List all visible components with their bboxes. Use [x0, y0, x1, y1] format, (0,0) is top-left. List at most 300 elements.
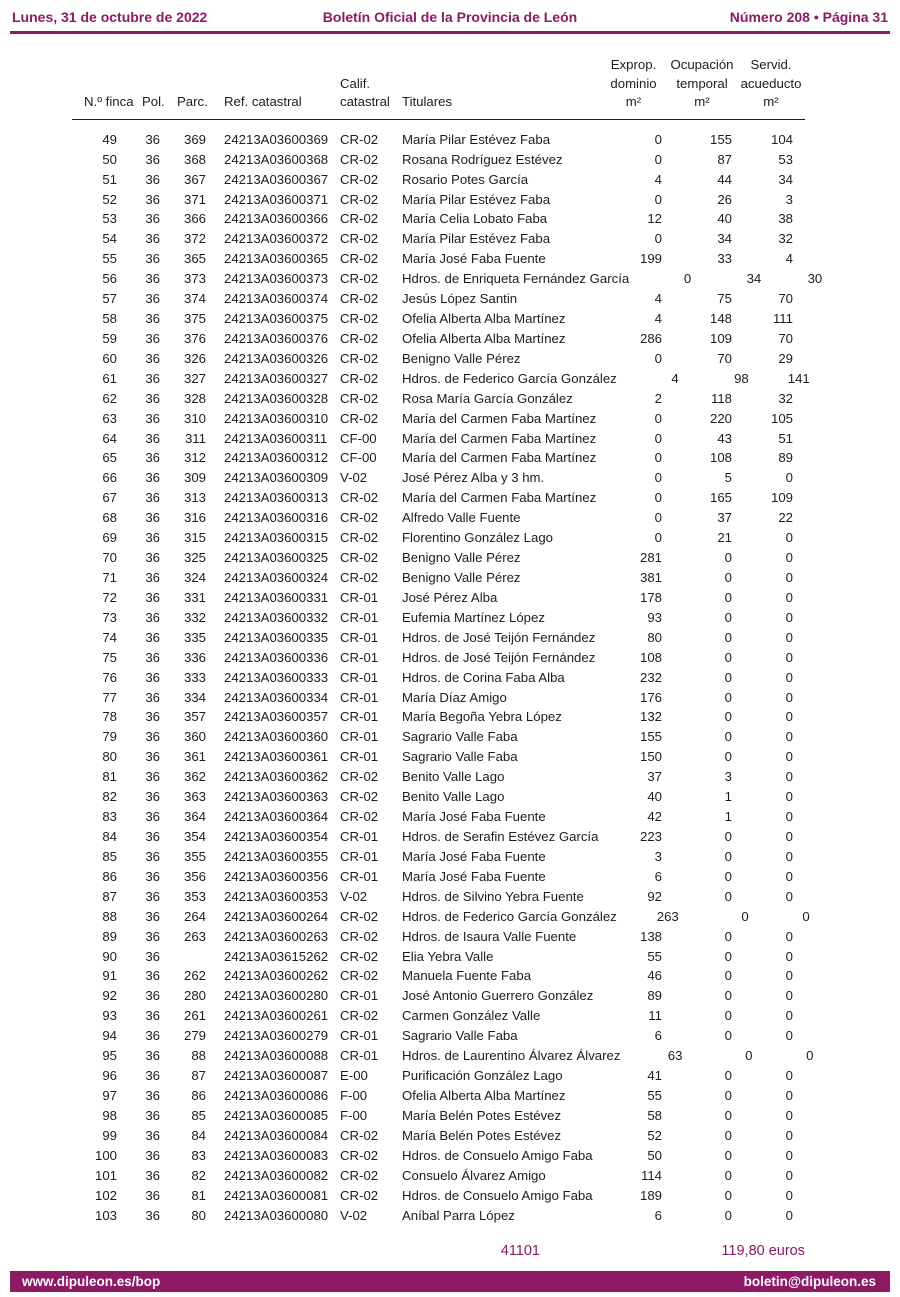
- cell-exprop: 0: [654, 410, 662, 426]
- cell-ref: 24213A03600262: [224, 968, 329, 984]
- cell-ocupacion: 43: [717, 430, 732, 446]
- cell-servid: 0: [785, 649, 793, 665]
- table-row: [72, 1066, 805, 1086]
- cell-finca: 81: [102, 769, 117, 785]
- cell-calif: CR-02: [340, 271, 379, 287]
- cell-ref: 24213A03600354: [224, 829, 329, 844]
- cell-ref: 24213A03600363: [224, 789, 329, 805]
- cell-finca: 99: [102, 1127, 117, 1143]
- cell-finca: 50: [102, 151, 117, 167]
- table-body: [72, 129, 823, 1225]
- cell-calif: CR-02: [340, 291, 379, 307]
- cell-calif: CR-02: [340, 789, 379, 805]
- cell-calif: CR-01: [340, 689, 379, 705]
- table-row: [72, 528, 805, 548]
- cell-exprop: 0: [654, 430, 662, 446]
- cell-ocupacion: 0: [724, 749, 732, 765]
- cell-pol: 36: [145, 829, 160, 844]
- cell-pol: 36: [145, 151, 160, 167]
- table-row: [72, 846, 805, 866]
- cell-servid: 89: [778, 450, 793, 466]
- cell-servid: 0: [785, 809, 793, 825]
- cell-ref: 24213A03600312: [224, 450, 329, 466]
- cell-parc: 374: [183, 291, 206, 307]
- cell-titulares: María del Carmen Faba Martínez: [402, 410, 597, 426]
- cell-finca: 62: [102, 390, 117, 406]
- table-row: [72, 1105, 805, 1125]
- cell-exprop: 0: [654, 350, 662, 366]
- cell-servid: 109: [770, 490, 793, 506]
- cell-calif: V-02: [340, 888, 368, 904]
- cell-finca: 75: [102, 649, 117, 665]
- table-row: [72, 787, 805, 807]
- total-expedient-number: 41101: [500, 1242, 540, 1259]
- cell-titulares: Ofelia Alberta Alba Martínez: [402, 1087, 566, 1103]
- cell-servid: 0: [785, 609, 793, 625]
- cell-ref: 24213A03600372: [224, 231, 329, 247]
- cell-servid: 0: [785, 769, 793, 785]
- cell-calif: CR-02: [340, 131, 379, 147]
- masthead-date: Lunes, 31 de octubre de 2022: [12, 9, 208, 25]
- cell-pol: 36: [145, 729, 160, 745]
- cell-calif: CR-02: [340, 948, 379, 964]
- cell-pol: 36: [145, 211, 160, 227]
- table-row: [72, 627, 805, 647]
- cell-ref: 24213A03600367: [224, 171, 329, 187]
- cell-ocupacion: 34: [746, 271, 762, 287]
- table-row: [72, 229, 805, 249]
- table-row: [72, 169, 805, 189]
- cell-servid: 4: [785, 251, 793, 267]
- cell-parc: 264: [183, 908, 206, 924]
- column-header-ocupacion: Ocupación temporal m²: [670, 57, 734, 110]
- totals-row: [72, 1242, 805, 1260]
- cell-exprop: 381: [639, 570, 662, 586]
- total-amount: 119,80 euros: [721, 1242, 805, 1259]
- cell-finca: 85: [102, 848, 117, 864]
- cell-parc: 336: [183, 649, 206, 665]
- column-header-pol: Pol.: [142, 94, 165, 110]
- cell-ocupacion: 0: [724, 550, 732, 566]
- cell-calif: CR-01: [340, 589, 379, 605]
- cell-ref: 24213A03600357: [224, 709, 329, 725]
- cell-finca: 53: [102, 211, 117, 227]
- cell-finca: 59: [102, 330, 117, 346]
- cell-pol: 36: [145, 1087, 160, 1103]
- cell-servid: 0: [785, 530, 793, 546]
- cell-parc: 367: [183, 171, 206, 187]
- cell-exprop: 46: [647, 968, 662, 984]
- cell-ocupacion: 0: [724, 689, 732, 705]
- cell-finca: 76: [102, 669, 117, 685]
- table-row: [72, 1125, 805, 1145]
- cell-pol: 36: [145, 530, 160, 546]
- cell-exprop: 232: [639, 669, 662, 685]
- cell-ref: 24213A03600334: [224, 689, 329, 705]
- cell-calif: CR-01: [340, 749, 379, 765]
- cell-parc: 360: [183, 729, 206, 745]
- cell-titulares: Elia Yebra Valle: [402, 948, 494, 964]
- cell-finca: 68: [102, 510, 117, 526]
- cell-servid: 0: [785, 988, 793, 1004]
- cell-titulares: Hdros. de Federico García González: [402, 370, 617, 386]
- cell-exprop: 89: [647, 988, 662, 1004]
- cell-ocupacion: 0: [724, 629, 732, 645]
- cell-pol: 36: [145, 271, 160, 287]
- cell-finca: 87: [102, 888, 117, 904]
- cell-exprop: 281: [639, 550, 662, 566]
- cell-calif: CR-02: [340, 490, 379, 506]
- cell-parc: 363: [183, 789, 206, 805]
- table-row: [72, 647, 805, 667]
- cell-ref: 24213A03600366: [224, 211, 329, 227]
- cell-pol: 36: [145, 809, 160, 825]
- cell-servid: 38: [778, 211, 793, 227]
- cell-finca: 86: [102, 868, 117, 884]
- cell-ocupacion: 0: [724, 669, 732, 685]
- cell-parc: 313: [183, 490, 206, 506]
- cell-titulares: Jesús López Santin: [402, 291, 518, 307]
- cell-titulares: María Pilar Estévez Faba: [402, 131, 551, 147]
- cell-servid: 53: [778, 151, 793, 167]
- cell-parc: 376: [183, 330, 206, 346]
- cell-titulares: Hdros. de Enriqueta Fernández García: [402, 271, 630, 287]
- cell-finca: 72: [102, 589, 117, 605]
- cell-servid: 0: [785, 729, 793, 745]
- cell-exprop: 55: [647, 1087, 662, 1103]
- expropriation-table: [72, 56, 823, 1225]
- cell-exprop: 114: [640, 1167, 662, 1183]
- table-row: [72, 129, 805, 149]
- cell-ref: 24213A03600368: [224, 151, 329, 167]
- column-header-titulares: Titulares: [402, 94, 453, 110]
- column-header-exprop: Exprop. dominio m²: [610, 57, 657, 110]
- cell-pol: 36: [145, 649, 160, 665]
- cell-titulares: Benigno Valle Pérez: [402, 570, 521, 586]
- cell-calif: CR-02: [340, 330, 379, 346]
- cell-finca: 55: [102, 251, 117, 267]
- cell-titulares: Hdros. de Consuelo Amigo Faba: [402, 1147, 593, 1163]
- table-row: [72, 508, 805, 528]
- cell-parc: 335: [183, 629, 206, 645]
- cell-titulares: María Belén Potes Estévez: [402, 1127, 562, 1143]
- cell-ref: 24213A03600083: [224, 1147, 329, 1163]
- cell-parc: 356: [183, 868, 206, 884]
- cell-titulares: Aníbal Parra López: [402, 1207, 515, 1223]
- column-header-parc: Parc.: [177, 94, 208, 110]
- cell-exprop: 199: [639, 251, 662, 267]
- cell-ref: 24213A03600087: [224, 1068, 329, 1084]
- cell-ocupacion: 0: [745, 1048, 753, 1064]
- cell-servid: 0: [785, 1207, 793, 1223]
- column-header-ref: Ref. catastral: [224, 94, 302, 110]
- cell-parc: 324: [183, 570, 206, 586]
- cell-titulares: María José Faba Fuente: [402, 251, 546, 267]
- cell-pol: 36: [145, 550, 160, 566]
- cell-finca: 94: [102, 1028, 117, 1044]
- cell-ref: 24213A03600328: [224, 390, 329, 406]
- cell-ref: 24213A03600333: [224, 669, 329, 685]
- cell-titulares: Sagrario Valle Faba: [402, 729, 518, 745]
- cell-calif: V-02: [340, 470, 368, 486]
- cell-ocupacion: 108: [709, 450, 732, 466]
- cell-calif: CF-00: [340, 450, 377, 466]
- cell-servid: 0: [785, 1087, 793, 1103]
- cell-pol: 36: [145, 609, 160, 625]
- cell-titulares: Rosario Potes García: [402, 171, 529, 187]
- cell-finca: 90: [102, 948, 117, 964]
- cell-ref: 24213A03600369: [224, 131, 329, 147]
- cell-calif: E-00: [340, 1068, 368, 1084]
- cell-ocupacion: 0: [724, 968, 732, 984]
- cell-ref: 24213A03600082: [224, 1167, 329, 1183]
- cell-pol: 36: [145, 669, 160, 685]
- cell-exprop: 0: [683, 271, 692, 287]
- cell-finca: 52: [102, 191, 117, 207]
- cell-finca: 65: [102, 450, 117, 466]
- cell-titulares: María del Carmen Faba Martínez: [402, 490, 597, 506]
- cell-ocupacion: 26: [717, 191, 732, 207]
- table-row: [72, 886, 805, 906]
- cell-servid: 111: [772, 311, 793, 327]
- cell-finca: 64: [102, 430, 117, 446]
- cell-calif: CR-01: [340, 649, 379, 665]
- cell-pol: 36: [145, 689, 160, 705]
- cell-exprop: 12: [647, 211, 662, 227]
- table-row: [72, 189, 805, 209]
- cell-ocupacion: 0: [724, 1187, 732, 1203]
- cell-ocupacion: 220: [709, 410, 732, 426]
- cell-exprop: 0: [654, 191, 662, 207]
- cell-finca: 56: [102, 271, 117, 287]
- cell-servid: 0: [785, 570, 793, 586]
- cell-finca: 49: [102, 131, 117, 147]
- cell-finca: 92: [102, 988, 117, 1004]
- cell-titulares: Hdros. de Laurentino Álvarez Álvarez: [402, 1048, 621, 1064]
- cell-ref: 24213A03600261: [224, 1008, 329, 1024]
- cell-finca: 102: [94, 1187, 117, 1203]
- table-row: [72, 448, 805, 468]
- cell-parc: 362: [183, 769, 206, 785]
- cell-calif: CR-02: [340, 410, 379, 426]
- cell-titulares: María Díaz Amigo: [402, 689, 507, 705]
- cell-finca: 79: [102, 729, 117, 745]
- cell-servid: 34: [778, 171, 793, 187]
- cell-titulares: José Pérez Alba: [402, 589, 498, 605]
- cell-parc: 310: [183, 410, 206, 426]
- cell-calif: CR-01: [340, 609, 379, 625]
- cell-calif: CR-01: [340, 1028, 379, 1044]
- cell-finca: 100: [94, 1147, 117, 1163]
- cell-calif: F-00: [340, 1107, 368, 1123]
- cell-ocupacion: 109: [709, 330, 732, 346]
- cell-ref: 24213A03600335: [224, 629, 329, 645]
- cell-parc: 86: [191, 1087, 206, 1103]
- cell-ref: 24213A03600373: [224, 271, 329, 287]
- cell-calif: CR-02: [340, 350, 379, 366]
- cell-titulares: María Belén Potes Estévez: [402, 1107, 562, 1123]
- cell-pol: 36: [145, 430, 160, 446]
- cell-ref: 24213A03600331: [224, 589, 329, 605]
- cell-titulares: Carmen González Valle: [402, 1008, 541, 1024]
- cell-exprop: 108: [639, 649, 662, 665]
- cell-calif: CR-02: [340, 311, 379, 327]
- cell-ref: 24213A03600084: [224, 1127, 329, 1143]
- cell-pol: 36: [145, 1048, 160, 1064]
- cell-ocupacion: 0: [724, 1147, 732, 1163]
- cell-titulares: María Pilar Estévez Faba: [402, 191, 551, 207]
- table-row: [72, 1165, 805, 1185]
- cell-parc: 369: [183, 131, 206, 147]
- cell-titulares: Benigno Valle Pérez: [402, 550, 521, 566]
- cell-ocupacion: 0: [724, 1167, 732, 1183]
- cell-finca: 66: [102, 470, 117, 486]
- cell-servid: 105: [770, 410, 793, 426]
- column-header-finca: N.º finca: [84, 94, 134, 110]
- cell-pol: 36: [145, 570, 160, 586]
- footer-email-link[interactable]: boletin@dipuleon.es: [743, 1274, 876, 1289]
- cell-pol: 36: [145, 370, 160, 386]
- cell-parc: 327: [183, 370, 206, 386]
- cell-parc: 279: [183, 1028, 206, 1044]
- cell-ref: 24213A03600364: [224, 809, 329, 825]
- cell-finca: 101: [94, 1167, 117, 1183]
- cell-pol: 36: [145, 131, 160, 147]
- cell-servid: 0: [785, 888, 793, 904]
- table-row: [72, 548, 805, 568]
- cell-servid: 0: [785, 629, 793, 645]
- cell-pol: 36: [145, 1028, 160, 1044]
- cell-pol: 36: [145, 928, 160, 944]
- cell-ref: 24213A03600088: [224, 1048, 329, 1064]
- cell-ref: 24213A03600080: [224, 1207, 329, 1223]
- cell-parc: 364: [183, 809, 206, 825]
- cell-ref: 24213A03600332: [224, 609, 329, 625]
- cell-pol: 36: [145, 749, 160, 765]
- cell-ocupacion: 3: [724, 769, 732, 785]
- cell-servid: 0: [785, 550, 793, 566]
- cell-exprop: 52: [647, 1127, 662, 1143]
- cell-exprop: 178: [639, 589, 662, 605]
- cell-titulares: Hdros. de José Teijón Fernández: [402, 629, 596, 645]
- cell-parc: 375: [183, 311, 206, 327]
- cell-servid: 0: [785, 789, 793, 805]
- cell-parc: 309: [183, 470, 206, 486]
- column-header-servid: Servid. acueducto m²: [740, 57, 802, 110]
- table-row: [72, 468, 805, 488]
- cell-finca: 54: [102, 231, 117, 247]
- table-row: [72, 946, 805, 966]
- cell-servid: 0: [785, 1028, 793, 1044]
- cell-pol: 36: [145, 1167, 160, 1183]
- cell-ocupacion: 34: [717, 231, 732, 247]
- cell-pol: 36: [145, 968, 160, 984]
- table-row: [72, 607, 805, 627]
- cell-servid: 0: [785, 709, 793, 725]
- cell-titulares: María José Faba Fuente: [402, 868, 546, 884]
- cell-pol: 36: [145, 231, 160, 247]
- cell-exprop: 0: [654, 470, 662, 486]
- cell-servid: 0: [785, 1167, 793, 1183]
- cell-exprop: 37: [647, 769, 662, 785]
- cell-calif: V-02: [340, 1207, 368, 1223]
- cell-exprop: 6: [654, 1207, 662, 1223]
- cell-finca: 84: [102, 829, 117, 844]
- cell-pol: 36: [145, 510, 160, 526]
- column-header-calif: Calif. catastral: [340, 75, 390, 110]
- cell-servid: 32: [778, 231, 793, 247]
- cell-calif: CR-02: [340, 1167, 379, 1183]
- cell-pol: 36: [145, 291, 160, 307]
- cell-ref: 24213A03600309: [224, 470, 329, 486]
- table-row: [72, 906, 810, 926]
- cell-servid: 0: [785, 669, 793, 685]
- cell-calif: CR-01: [340, 709, 379, 725]
- cell-servid: 0: [802, 908, 810, 924]
- cell-calif: CR-02: [340, 968, 379, 984]
- cell-pol: 36: [145, 888, 160, 904]
- table-row: [72, 368, 810, 388]
- cell-pol: 36: [145, 311, 160, 327]
- cell-pol: 36: [145, 1207, 160, 1223]
- cell-titulares: Sagrario Valle Faba: [402, 1028, 518, 1044]
- footer-url-link[interactable]: www.dipuleon.es/bop: [22, 1274, 161, 1289]
- cell-parc: 85: [191, 1107, 206, 1123]
- cell-pol: 36: [145, 988, 160, 1004]
- table-row: [72, 1205, 805, 1225]
- cell-exprop: 0: [654, 131, 662, 147]
- table-row: [72, 329, 805, 349]
- cell-titulares: María Celia Lobato Faba: [402, 211, 548, 227]
- cell-calif: CR-02: [340, 1008, 379, 1024]
- cell-pol: 36: [145, 1068, 160, 1084]
- cell-exprop: 189: [639, 1187, 662, 1203]
- cell-ocupacion: 33: [717, 251, 732, 267]
- cell-exprop: 0: [654, 450, 662, 466]
- cell-parc: 357: [183, 709, 206, 725]
- cell-servid: 104: [770, 131, 793, 147]
- cell-pol: 36: [145, 1008, 160, 1024]
- cell-finca: 63: [102, 410, 117, 426]
- cell-parc: 331: [183, 589, 206, 605]
- cell-exprop: 63: [667, 1048, 683, 1064]
- table-row: [72, 309, 805, 329]
- cell-finca: 88: [102, 908, 117, 924]
- cell-ref: 24213A03600327: [224, 370, 329, 386]
- cell-calif: F-00: [340, 1087, 368, 1103]
- cell-ref: 24213A03600086: [224, 1087, 329, 1103]
- cell-servid: 30: [807, 271, 823, 287]
- cell-finca: 80: [102, 749, 117, 765]
- cell-calif: CR-01: [340, 988, 379, 1004]
- cell-titulares: María José Faba Fuente: [402, 848, 546, 864]
- cell-exprop: 0: [654, 151, 662, 167]
- cell-servid: 0: [785, 868, 793, 884]
- cell-ocupacion: 0: [724, 888, 732, 904]
- cell-exprop: 11: [648, 1008, 662, 1024]
- cell-calif: CR-02: [340, 171, 379, 187]
- cell-exprop: 0: [654, 231, 662, 247]
- cell-calif: CR-01: [340, 729, 379, 745]
- cell-servid: 0: [785, 749, 793, 765]
- table-row: [72, 986, 805, 1006]
- table-row: [72, 866, 805, 886]
- cell-parc: 354: [183, 829, 206, 844]
- cell-ref: 24213A03600371: [224, 191, 329, 207]
- cell-pol: 36: [145, 470, 160, 486]
- cell-ocupacion: 0: [724, 928, 732, 944]
- cell-ocupacion: 98: [734, 370, 749, 386]
